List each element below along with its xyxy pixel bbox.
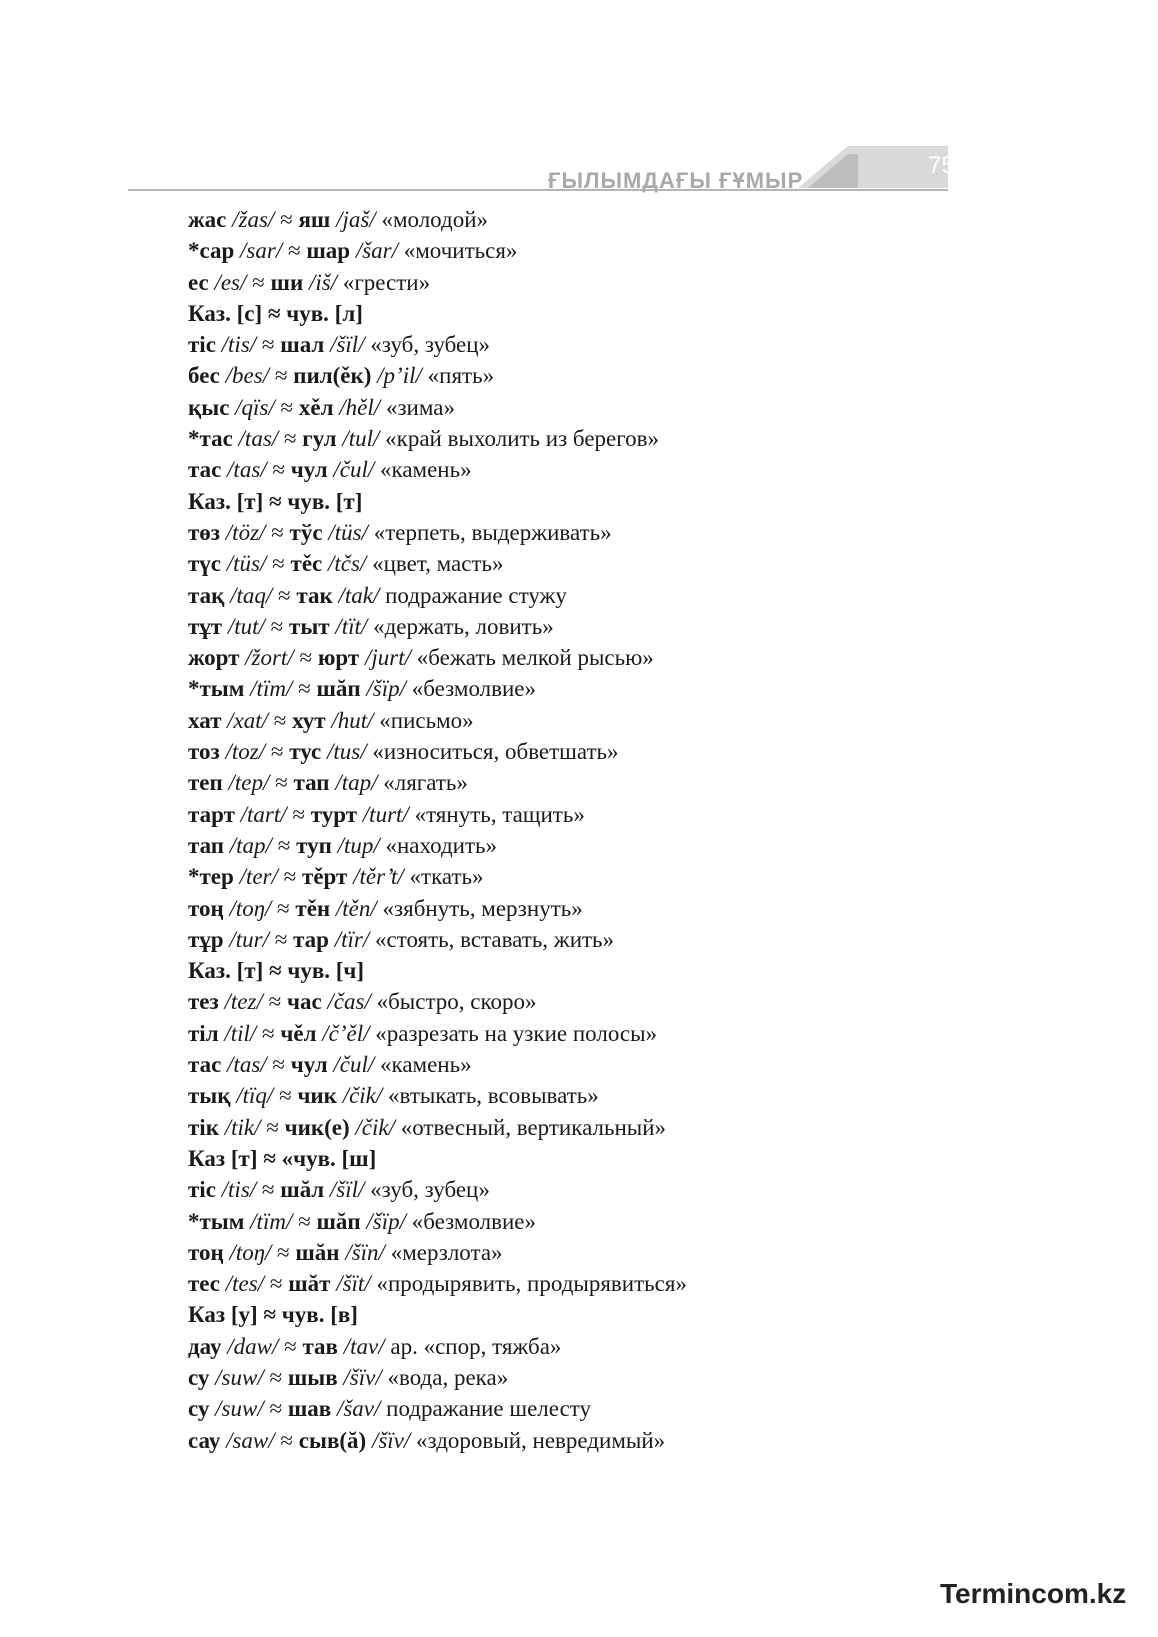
kazakh-transcription: /sar/ (240, 238, 283, 264)
approx-sign: ≈ (299, 645, 313, 671)
kazakh-transcription: /tik/ (224, 1114, 261, 1140)
meaning: «продырявить, продырявиться» (376, 1271, 687, 1297)
section-heading-text: Каз. [т] ≈ чув. [т] (188, 488, 363, 514)
approx-sign: ≈ (280, 207, 293, 232)
chuvash-word: пил(ěк) (293, 363, 372, 389)
approx-sign: ≈ (261, 1177, 275, 1203)
chuvash-word: шыв (287, 1364, 338, 1390)
approx-sign: ≈ (277, 1239, 290, 1265)
approx-sign: ≈ (274, 926, 288, 952)
chuvash-word: шăт (288, 1271, 331, 1297)
entry-row (188, 893, 1088, 924)
meaning: «пять» (427, 363, 495, 389)
kazakh-word: ес (188, 269, 209, 295)
meaning: «мочиться» (403, 238, 518, 264)
section-heading (188, 486, 1088, 517)
kazakh-word: тез (188, 989, 219, 1015)
meaning: ар. «спор, тяжба» (390, 1333, 562, 1359)
kazakh-word: тық (188, 1083, 231, 1109)
chuvash-word: хут (292, 707, 326, 733)
meaning: «зябнуть, мерзнуть» (382, 895, 583, 921)
meaning: «ткать» (409, 864, 484, 890)
kazakh-transcription: /žas/ (232, 207, 275, 232)
meaning: «зуб, зубец» (370, 1177, 490, 1203)
entry-row (188, 1393, 1088, 1424)
kazakh-word: тас (188, 457, 222, 483)
chuvash-word: ши (270, 269, 304, 295)
approx-sign: ≈ (284, 1333, 297, 1359)
entry-row (188, 1112, 1088, 1143)
chuvash-word: шăп (316, 1208, 361, 1234)
approx-sign: ≈ (270, 613, 284, 639)
chuvash-transcription: /šïn/ (345, 1239, 385, 1265)
chuvash-transcription: /šïv/ (371, 1427, 411, 1453)
chuvash-transcription: /jurt/ (364, 645, 411, 671)
kazakh-word: тақ (188, 582, 225, 608)
kazakh-transcription: /ter/ (239, 864, 278, 890)
kazakh-transcription: /tas/ (227, 457, 267, 483)
approx-sign: ≈ (271, 519, 284, 545)
approx-sign: ≈ (269, 1364, 283, 1390)
chuvash-word: шав (287, 1396, 332, 1422)
approx-sign: ≈ (283, 426, 297, 452)
chuvash-transcription: /šav/ (336, 1396, 381, 1422)
entry-row (188, 736, 1088, 767)
meaning: «терпеть, выдерживать» (373, 519, 612, 545)
chuvash-word: тěс (290, 551, 323, 577)
kazakh-transcription: /es/ (214, 269, 247, 295)
approx-sign: ≈ (272, 551, 285, 577)
entry-row (188, 1268, 1088, 1299)
approx-sign: ≈ (261, 332, 275, 358)
kazakh-transcription: /töz/ (225, 519, 266, 545)
entry-row (188, 673, 1088, 704)
chuvash-transcription: /šïp/ (366, 676, 407, 702)
kazakh-transcription: /tez/ (224, 989, 263, 1015)
kazakh-word: тұт (188, 613, 223, 639)
kazakh-transcription: /tïm/ (250, 1208, 293, 1234)
kazakh-transcription: /tas/ (238, 426, 279, 452)
kazakh-transcription: /tüs/ (226, 551, 267, 577)
entry-row (188, 705, 1088, 736)
chuvash-transcription: /tul/ (342, 426, 380, 452)
kazakh-transcription: /tur/ (229, 926, 269, 952)
meaning: «тянуть, тащить» (414, 801, 585, 827)
chuvash-word: чěл (280, 1020, 317, 1046)
kazakh-word: тіл (188, 1020, 219, 1046)
kazakh-word: тік (188, 1114, 219, 1140)
kazakh-word: дау (188, 1333, 222, 1359)
chuvash-transcription: /šar/ (355, 238, 398, 264)
entry-row (188, 267, 1088, 298)
kazakh-transcription: /tïq/ (236, 1083, 274, 1109)
chuvash-word: чик(е) (284, 1114, 350, 1140)
chuvash-word: шăн (295, 1239, 340, 1265)
meaning: «бежать мелкой рысью» (416, 645, 654, 671)
chuvash-word: тап (293, 770, 330, 796)
kazakh-transcription: /taq/ (230, 582, 273, 608)
chuvash-word: чул (290, 457, 328, 483)
meaning: «здоровый, невредимый» (416, 1427, 666, 1453)
entry-row (188, 1049, 1088, 1080)
kazakh-transcription: /suw/ (215, 1396, 264, 1422)
chuvash-word: туп (296, 832, 332, 858)
approx-sign: ≈ (277, 895, 290, 921)
approx-sign: ≈ (252, 269, 265, 295)
entry-row (188, 1080, 1088, 1111)
chuvash-word: тěрт (302, 864, 348, 890)
kazakh-word: тұр (188, 926, 224, 952)
entry-row (188, 1425, 1088, 1456)
approx-sign: ≈ (277, 832, 291, 858)
kazakh-word: *тым (188, 676, 245, 702)
meaning: «находить» (385, 832, 498, 858)
approx-sign: ≈ (280, 394, 294, 420)
meaning: «грести» (342, 269, 431, 295)
approx-sign: ≈ (279, 1083, 292, 1109)
kazakh-transcription: /tap/ (229, 832, 272, 858)
entry-row (188, 204, 1088, 235)
kazakh-word: бес (188, 363, 220, 389)
chuvash-word: гул (302, 426, 337, 452)
chuvash-word: шар (306, 238, 351, 264)
chuvash-word: тав (302, 1333, 338, 1359)
entry-row (188, 986, 1088, 1017)
chuvash-word: хěл (298, 394, 334, 420)
kazakh-word: *тер (188, 864, 234, 890)
entries-list (188, 204, 1088, 1456)
chuvash-word: сыв(ă) (298, 1427, 367, 1453)
kazakh-transcription: /tut/ (227, 613, 265, 639)
entry-row (188, 642, 1088, 673)
kazakh-word: тіс (188, 332, 216, 358)
entry-row (188, 861, 1088, 892)
approx-sign: ≈ (270, 739, 284, 765)
kazakh-word: тарт (188, 801, 235, 827)
kazakh-transcription: /tis/ (221, 332, 257, 358)
section-heading-text: Каз. [т] ≈ чув. [ч] (188, 958, 365, 984)
chuvash-transcription: /tup/ (337, 832, 380, 858)
kazakh-word: тоң (188, 895, 224, 921)
kazakh-transcription: /tart/ (240, 801, 287, 827)
meaning: «камень» (380, 457, 472, 483)
entry-row (188, 1237, 1088, 1268)
approx-sign: ≈ (266, 1114, 279, 1140)
entry-row (188, 548, 1088, 579)
chuvash-transcription: /čik/ (355, 1114, 395, 1140)
entry-row (188, 611, 1088, 642)
chuvash-word: час (286, 989, 322, 1015)
kazakh-word: жорт (188, 645, 240, 671)
kazakh-word: сау (188, 1427, 221, 1453)
meaning: «камень» (380, 1052, 472, 1078)
section-heading (188, 298, 1088, 329)
meaning: «безмолвие» (411, 676, 537, 702)
section-heading-text: Каз [у] ≈ чув. [в] (188, 1302, 358, 1328)
chuvash-transcription: /čas/ (327, 989, 371, 1015)
chuvash-transcription: /čik/ (342, 1083, 383, 1109)
chuvash-transcription: /č’ěl/ (322, 1020, 370, 1046)
approx-sign: ≈ (278, 582, 291, 608)
chuvash-word: так (296, 582, 333, 608)
approx-sign: ≈ (268, 989, 282, 1015)
chuvash-word: шал (280, 332, 325, 358)
meaning: подражание шелесту (386, 1396, 592, 1422)
chuvash-word: чул (290, 1052, 328, 1078)
meaning: «быстро, скоро» (376, 989, 537, 1015)
chuvash-word: тыт (289, 613, 330, 639)
chuvash-transcription: /šïv/ (343, 1364, 382, 1390)
kazakh-transcription: /qïs/ (235, 394, 275, 420)
meaning: «письмо» (379, 707, 474, 733)
chuvash-transcription: /šïl/ (329, 1177, 365, 1203)
chuvash-transcription: /turt/ (362, 801, 409, 827)
entry-row (188, 1331, 1088, 1362)
approx-sign: ≈ (283, 864, 297, 890)
meaning: «цвет, масть» (372, 551, 504, 577)
kazakh-transcription: /saw/ (226, 1427, 275, 1453)
approx-sign: ≈ (287, 238, 301, 264)
approx-sign: ≈ (274, 363, 288, 389)
kazakh-transcription: /toŋ/ (229, 895, 272, 921)
kazakh-transcription: /bes/ (225, 363, 270, 389)
kazakh-word: тоң (188, 1239, 224, 1265)
kazakh-word: тас (188, 1052, 222, 1078)
entry-row (188, 767, 1088, 798)
chuvash-word: тус (289, 739, 322, 765)
chuvash-transcription: /čul/ (333, 457, 375, 483)
chuvash-transcription: /šïl/ (330, 332, 365, 358)
chuvash-transcription: /p’il/ (377, 363, 422, 389)
approx-sign: ≈ (272, 457, 286, 483)
chuvash-word: чик (297, 1083, 337, 1109)
meaning: «край выхолить из берегов» (385, 426, 659, 452)
approx-sign: ≈ (280, 1427, 294, 1453)
meaning: «стоять, вставать, жить» (374, 926, 615, 952)
chuvash-transcription: /tïr/ (334, 926, 370, 952)
approx-sign: ≈ (275, 770, 288, 796)
meaning: «лягать» (383, 770, 468, 796)
meaning: «зима» (385, 394, 455, 420)
meaning: подражание стужу (385, 582, 567, 608)
kazakh-word: төз (188, 519, 221, 545)
kazakh-word: *тым (188, 1208, 245, 1234)
chuvash-word: тěн (295, 895, 331, 921)
page-number: 75 (928, 152, 955, 179)
chuvash-word: юрт (317, 645, 360, 671)
meaning: «мерзлота» (390, 1239, 503, 1265)
kazakh-transcription: /tïm/ (250, 676, 293, 702)
chuvash-transcription: /tap/ (335, 770, 378, 796)
kazakh-transcription: /žort/ (245, 645, 294, 671)
logo-text: Termincom.kz (940, 1578, 1127, 1609)
kazakh-word: тоз (188, 739, 220, 765)
chuvash-transcription: /hut/ (331, 707, 374, 733)
entry-row (188, 517, 1088, 548)
approx-sign: ≈ (298, 676, 311, 702)
kazakh-transcription: /tep/ (228, 770, 270, 796)
chuvash-transcription: /šïp/ (366, 1208, 407, 1234)
approx-sign: ≈ (292, 801, 306, 827)
kazakh-word: хат (188, 707, 222, 733)
chuvash-transcription: /tav/ (343, 1333, 385, 1359)
kazakh-transcription: /tes/ (225, 1271, 265, 1297)
chuvash-transcription: /tït/ (335, 613, 368, 639)
meaning: «вода, река» (387, 1364, 509, 1390)
chuvash-transcription: /čul/ (333, 1052, 375, 1078)
chuvash-transcription: /jaš/ (336, 207, 376, 232)
chuvash-transcription: /tak/ (338, 582, 380, 608)
kazakh-word: теп (188, 770, 223, 796)
kazakh-word: су (188, 1396, 210, 1422)
entry-row (188, 360, 1088, 391)
kazakh-word: тіс (188, 1177, 216, 1203)
chuvash-transcription: /šït/ (336, 1271, 371, 1297)
section-heading (188, 1143, 1088, 1174)
entry-row (188, 423, 1088, 454)
chuvash-word: шăл (280, 1177, 325, 1203)
chuvash-transcription: /těr’t/ (353, 864, 404, 890)
kazakh-transcription: /xat/ (227, 707, 269, 733)
chuvash-transcription: /tus/ (327, 739, 367, 765)
chuvash-transcription: /tüs/ (328, 519, 368, 545)
entry-row (188, 1362, 1088, 1393)
approx-sign: ≈ (272, 1052, 286, 1078)
chuvash-transcription: /hěl/ (339, 394, 381, 420)
chuvash-transcription: /těn/ (335, 895, 377, 921)
chuvash-word: шăп (316, 676, 361, 702)
entry-row (188, 235, 1088, 266)
meaning: «зуб, зубец» (370, 332, 491, 358)
site-logo (940, 1578, 1150, 1628)
section-heading (188, 955, 1088, 986)
entry-row (188, 799, 1088, 830)
section-heading (188, 1299, 1088, 1330)
kazakh-word: түс (188, 551, 222, 577)
kazakh-word: *тас (188, 426, 233, 452)
entry-row (188, 1206, 1088, 1237)
approx-sign: ≈ (273, 707, 287, 733)
meaning: «отвесный, вертикальный» (400, 1114, 667, 1140)
chuvash-word: тўс (289, 519, 323, 545)
kazakh-word: тап (188, 832, 225, 858)
meaning: «разрезать на узкие полосы» (375, 1020, 658, 1046)
entry-row (188, 924, 1088, 955)
entry-row (188, 329, 1088, 360)
chuvash-word: тар (293, 926, 329, 952)
chuvash-word: турт (310, 801, 358, 827)
kazakh-word: *сар (188, 238, 235, 264)
approx-sign: ≈ (269, 1396, 283, 1422)
kazakh-transcription: /til/ (224, 1020, 257, 1046)
kazakh-transcription: /tis/ (221, 1177, 257, 1203)
kazakh-word: қыс (188, 394, 230, 420)
entry-row (188, 392, 1088, 423)
running-title: ҒЫЛЫМДАҒЫ ҒҰМЫР (548, 168, 804, 193)
meaning: «износиться, обветшать» (372, 739, 619, 765)
entry-row (188, 454, 1088, 485)
meaning: «молодой» (381, 207, 489, 232)
kazakh-transcription: /suw/ (215, 1364, 264, 1390)
kazakh-transcription: /daw/ (227, 1333, 279, 1359)
meaning: «безмолвие» (411, 1208, 537, 1234)
kazakh-transcription: /tas/ (227, 1052, 267, 1078)
kazakh-transcription: /toŋ/ (229, 1239, 272, 1265)
kazakh-word: тес (188, 1271, 220, 1297)
page-header (0, 0, 1158, 200)
section-heading-text: Каз. [с] ≈ чув. [л] (188, 300, 363, 326)
kazakh-word: жас (188, 207, 227, 232)
approx-sign: ≈ (269, 1271, 283, 1297)
section-heading-text: Каз [т] ≈ «чув. [ш] (188, 1145, 377, 1171)
chuvash-transcription: /tčs/ (327, 551, 367, 577)
meaning: «втыкать, всовывать» (388, 1083, 599, 1109)
chuvash-word: яш (298, 207, 331, 232)
kazakh-transcription: /toz/ (225, 739, 266, 765)
entry-row (188, 1174, 1088, 1205)
approx-sign: ≈ (262, 1020, 275, 1046)
entry-row (188, 830, 1088, 861)
entry-row (188, 580, 1088, 611)
approx-sign: ≈ (298, 1208, 311, 1234)
chuvash-transcription: /iš/ (308, 269, 338, 295)
meaning: «держать, ловить» (373, 613, 554, 639)
kazakh-word: су (188, 1364, 210, 1390)
entry-row (188, 1018, 1088, 1049)
